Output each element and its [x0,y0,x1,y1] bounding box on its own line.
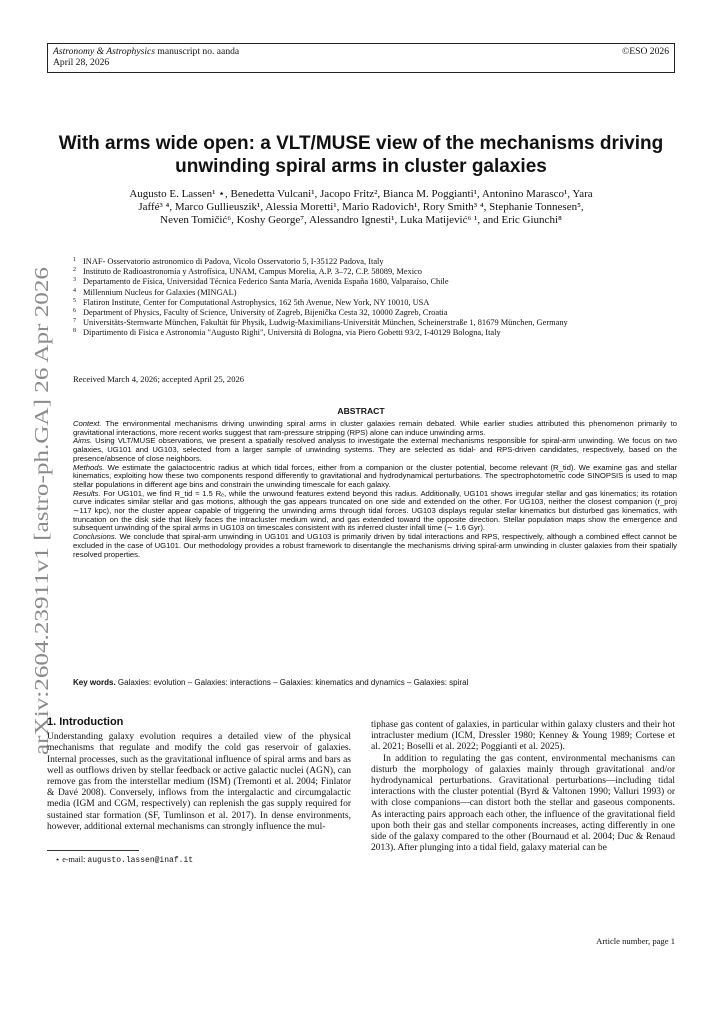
abstract-text: Using VLT/MUSE observations, we present a spatially resolved analysis to investigate the external mechanisms responsible for spiral-arm unwinding. We focus on two galaxies, UG101 and UG103, selected from a larger sample of unwinding systems. They are selected as tidal- and RPS-driven candidates, respectively, based on the presence/absence of close neighbors. [73,436,677,463]
abstract-results [73,490,677,534]
abstract-body [73,420,677,559]
author-line: Augusto E. Lassen¹ ⋆, Benedetta Vulcani¹, Jacopo Fritz², Bianca M. Poggianti¹, Antonino Marasco¹, Yara [129,188,593,200]
abstract-text: The environmental mechanisms driving unwinding spiral arms in cluster galaxies remain debated. While earlier studies attributed this phenomenon primarily to gravitational interactions, more recent works suggest that ram-pressure stripping (RPS) alone can induce unwinding arms. [73,419,677,437]
author-line: Neven Tomičić⁶, Koshy George⁷, Alessandro Ignesti¹, Luka Matijević⁶ ¹, and Eric Giunchi⁸ [160,214,562,227]
page-number: Article number, page 1 [596,936,675,946]
paper-title: With arms wide open: a VLT/MUSE view of the mechanisms driving unwinding spiral arms in cluster galaxies [58,133,664,177]
abstract-aims [73,437,677,463]
affiliation-text: Flatiron Institute, Center for Computational Astrophysics, 162 5th Avenue, New York, NY 10010, USA [83,297,430,307]
affiliation-text: Millennium Nucleus for Galaxies (MINGAL) [83,287,237,297]
affiliation-item [73,288,673,298]
affiliation-text: Universitäts-Sternwarte München, Fakultät für Physik, Ludwig-Maximilians-Universität München, Scheinerstraße 1, 81679 München, Germany [83,318,568,328]
journal-name: Astronomy & Astrophysics [53,46,155,57]
received-dates: Received March 4, 2026; accepted April 25, 2026 [73,374,245,384]
affiliation-item [73,267,673,277]
affiliation-item [73,308,673,318]
affiliation-text: Department of Physics, Faculty of Science, University of Zagreb, Bijenička Cesta 32, 10000 Zagreb, Croatia [83,308,448,318]
footnote-divider [47,850,139,851]
left-column [47,717,351,833]
footnote [55,854,193,865]
affiliation-number: 8 [73,328,76,335]
manuscript-number: manuscript no. aanda [154,46,240,57]
author-line: Jaffé³ ⁴, Marco Gullieuszik¹, Alessia Moretti¹, Mario Radovich¹, Rory Smith³ ⁴, Stephanie Tonnesen⁵, [138,201,584,214]
affiliation-text: Departamento de Física, Universidad Técnica Federico Santa María, Avenida España 1680, Valparaíso, Chile [83,277,449,287]
affiliation-number: 3 [73,277,76,284]
abstract-text: We estimate the galactocentric radius at which tidal forces, either from a companion or the cluster potential, become relevant (R_tid). We examine gas and stellar kinematics, exploiting how these two components respond differently to gravitational and hydrodynamical perturbations. The spectrophotometric code SINOPSIS is used to map stellar populations in different age bins and constrain the unwinding timescale for each galaxy. [73,462,677,489]
keywords-text: Galaxies: evolution – Galaxies: interactions – Galaxies: kinematics and dynamics – Galaxies: spiral [115,678,469,687]
author-email: augusto.lassen@inaf.it [87,856,194,865]
affiliation-number: 4 [73,287,76,294]
abstract-label: Methods. [73,462,105,472]
keywords [73,678,677,687]
affiliation-number: 7 [73,318,76,325]
body-paragraph: tiphase gas content of galaxies, in particular within galaxy clusters and their hot intracluster medium (ICM, Dressler 1980; Kenney & Young 1989; Cortese et al. 2021; Boselli et al. 2022; Poggianti et al. 2025). [371,720,675,753]
header-date: April 28, 2026 [53,57,110,68]
abstract-heading: ABSTRACT [337,406,385,416]
arxiv-stamp [18,265,62,755]
affiliation-item [73,318,673,328]
affiliation-text: Dipartimento di Fisica e Astronomia "Augusto Righi", Università di Bologna, via Piero Gobetti 93/2, I-40129 Bologna, Italy [83,328,501,338]
affiliation-item [73,257,673,267]
affiliation-number: 1 [73,257,76,263]
abstract-label: Results. [73,488,101,498]
arxiv-identifier: arXiv:2604.23911v1 [astro-ph.GA] 26 Apr 2026 [32,376,53,755]
abstract-label: Context. [73,419,102,428]
running-header [47,43,675,73]
body-paragraph: Understanding galaxy evolution requires a detailed view of the physical mechanisms that regulate and modify the cold gas reservoir of galaxies. Internal processes, such as the gravitational influence of spiral arms and bars as well as outflows driven by stellar feedback or active galactic nuclei (AGN), can remove gas from the interstellar medium (ISM) (Tremonti et al. 2004; Finlator & Davé 2008). Conversely, inflows from the intergalactic and circumgalactic media (IGM and CGM, respectively) can replenish the gas supply required for sustained star formation (SF, Tumlinson et al. 2017). In dense environments, however, additional external mechanisms can strongly influence the mul- [47,732,351,832]
footnote-label: e-mail: [60,855,88,864]
abstract-text: We conclude that spiral-arm unwinding in UG101 and UG103 is primarily driven by tidal interactions and RPS, respectively, although a combined effect cannot be excluded in the case of UG101. Our methodology provides a robust framework to disentangle the mechanisms driving spiral-arm unwinding in cluster galaxies from their spatially resolved properties. [73,532,677,559]
affiliation-item [73,298,673,308]
affiliation-list [73,257,673,339]
affiliation-text: Instituto de Radioastronomía y Astrofísica, UNAM, Campus Morelia, A.P. 3–72, C.P. 58089, Mexico [83,267,422,277]
affiliation-number: 2 [73,267,76,274]
abstract-label: Conclusions. [73,532,117,542]
affiliation-item [73,277,673,287]
body-paragraph: In addition to regulating the gas content, environmental mechanisms can disturb the morphology of galaxies mainly through gravitational and/or hydrodynamical perturbations. Gravitational perturbations—including tidal interactions with the cluster potential (Byrd & Valtonen 1990; Valluri 1993) or with close companions—can distort both the stellar and gaseous components. As interacting pairs approach each other, the influence of the gravitational field upon both their gas and stellar components increases, acting differently in one side of the galaxy compared to the other (Bournaud et al. 2004; Duc & Renaud 2013). After plunging into a tidal field, galaxy material can be [371,753,675,854]
affiliation-item [73,328,673,338]
header-journal-line [53,46,669,57]
abstract-conclusions [73,533,677,559]
footnote-marker: ⋆ [55,855,61,864]
abstract-methods [73,464,677,490]
abstract-label: Aims. [73,436,93,446]
abstract-context [73,420,677,437]
affiliation-text: INAF- Osservatorio astronomico di Padova, Vicolo Osservatorio 5, I-35122 Padova, Italy [83,257,384,266]
section-heading: 1. Introduction [47,716,124,728]
abstract-text: For UG101, we find R_tid ≈ 1.5 Rₑ, while the unwound features extend beyond this radius. Additionally, UG101 shows irregular stellar and gas kinematics; its rotation curve indicates similar stellar and gas motions, although the gas appears truncated on one side and extended on the other. For UG103, neither the closest companion (r_proj ∼117 kpc), nor the cluster appear capable of triggering the unwinding arms through tidal forces. UG103 displays regular stellar kinematics but disturbed gas kinematics, with truncation on the disk side that likely faces the intracluster medium wind, and gas extended toward the opposite direction. Stellar population maps show the emergence and subsequent unwinding of the spiral arms in UG103 on timescales consistent with its inferred cluster infall time (∼ 1.6 Gyr). [73,488,677,533]
keywords-label: Key words. [73,678,116,687]
affiliation-number: 6 [73,308,76,315]
right-column [371,720,675,854]
author-list [47,188,675,228]
copyright-notice: ©ESO 2026 [622,46,669,57]
affiliation-number: 5 [73,297,76,304]
